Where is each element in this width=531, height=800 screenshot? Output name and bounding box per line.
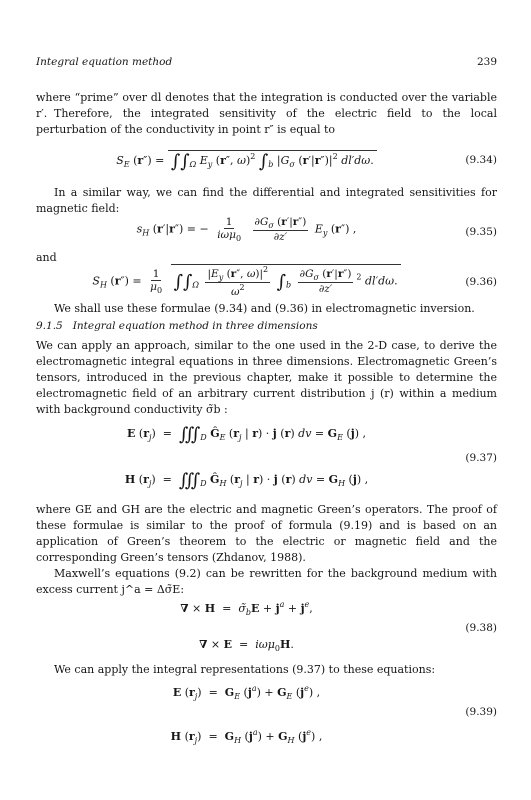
equation-9-35-body: $s_H$ (r′|r″) = − $\frac{1}{i\omega\mu_0}$ $\frac{\partial G_\sigma (r'|r'')}{\partial z'}$ $E_y$ (r″) , bbox=[136, 216, 357, 243]
page-number: 239 bbox=[476, 56, 497, 68]
equation-9-38-number: (9.38) bbox=[465, 622, 497, 634]
running-title: Integral equation method bbox=[36, 56, 173, 68]
section-number: 9.1.5 bbox=[36, 320, 63, 332]
paragraph-5: We shall use these formulae (9.34) and (9.36) in electromagnetic inversion. bbox=[54, 302, 475, 315]
page-header bbox=[36, 56, 497, 68]
paragraph-2: Therefore, the integrated sensitivity of the electric field to the local perturbation of the conductivity in point r″ is equal to bbox=[36, 107, 497, 136]
equation-9-39-line-1: E $(r_j) = G_E$ $(j^a) + G_E$ $(j^e)$ , bbox=[172, 684, 321, 701]
equation-9-34-number: (9.34) bbox=[465, 154, 497, 166]
equation-9-38-line-2: ∇ × E = iωμ$_0$H. bbox=[199, 638, 294, 653]
paragraph-9: We can apply the integral representations (9.37) to these equations: bbox=[54, 663, 436, 676]
paragraph-1: where “prime” over dl denotes that the integration is conducted over the variable r′. bbox=[36, 91, 497, 120]
equation-9-37-line-1: E $(r_j)$ = $∭_D$ $Ĝ_E$ ($r_j$ | r) · j (r) dv = $G_E$ (j) , bbox=[127, 424, 366, 445]
paragraph-8: Maxwell’s equations (9.2) can be rewritten for the background medium with excess current j^a = Δσ̃E: bbox=[36, 567, 497, 596]
equation-9-38-line-1: ∇ × $H = \sigmã_bE + j^a + j^e$, bbox=[180, 600, 313, 617]
section-title: Integral equation method in three dimensions bbox=[72, 320, 318, 332]
equation-9-37 bbox=[36, 420, 497, 504]
equation-9-36 bbox=[36, 262, 497, 302]
paragraph-3: In a similar way, we can find the differential and integrated sensitivities for magnetic field: bbox=[36, 186, 497, 215]
equation-9-39-line-2: H $(r_j) = G_H$ $(j^a) + G_H$ $(j^e)$ , bbox=[170, 728, 323, 745]
section-heading bbox=[36, 320, 318, 332]
equation-9-39-number: (9.39) bbox=[465, 706, 497, 718]
equation-9-36-number: (9.36) bbox=[465, 276, 497, 288]
equation-9-37-line-2: H $(r_j)$ = $∭_D$ $Ĝ_H$ ($r_j$ | r) · j (r) dv = $G_H$ (j) , bbox=[124, 470, 369, 491]
paragraph-6: We can apply an approach, similar to the one used in the 2-D case, to derive the electromagnetic integral equations in three dimensions. Electromagnetic Green’s tensors, introduced in the previous chapter, make it possible to determine the electromagnetic field of an arbitrary current distribution j (r) within a medium with background conductivity σ̃b : bbox=[36, 339, 497, 416]
equation-9-35 bbox=[36, 214, 497, 250]
paragraph-4: and bbox=[36, 251, 57, 264]
equation-9-39 bbox=[36, 684, 497, 760]
paragraph-7: where GE and GH are the electric and magnetic Green’s operators. The proof of these formulae is similar to the proof of formula (9.19) and is based on an application of Green’s theorem to the electric or magnetic field and the corresponding Green’s tensors (Zhdanov, 1988). bbox=[36, 503, 497, 564]
equation-9-34 bbox=[36, 146, 497, 176]
equation-9-37-number: (9.37) bbox=[465, 452, 497, 464]
equation-9-35-number: (9.35) bbox=[465, 226, 497, 238]
equation-9-38 bbox=[36, 600, 497, 660]
equation-9-34-body: $S_E$ $(r'') = \int\int_\Omega$ $E_y$ (r″, ω)$^2$ $\int_b$ $|G_\sigma$ $(r'|r'')|^2$ dl′dω. bbox=[36, 150, 457, 172]
equation-9-36-body: $S_H$ (r″) = $\frac{1}{\mu_0}$ $\int\int_\Omega$ $\frac{|E_y (r'', \omega)|^2}{\omega^2}$ $\int_b$ $\frac{\partial G_\sigma (r'|r'')}{\partial z'}$ $^2$ dl′dω. bbox=[36, 264, 457, 298]
